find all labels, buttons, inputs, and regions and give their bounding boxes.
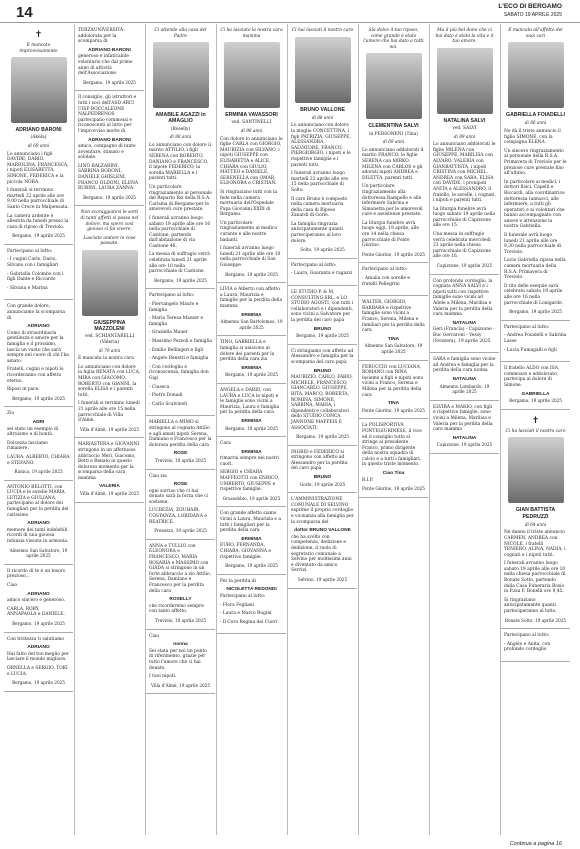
- obituary-notice: [75, 438, 144, 502]
- remembered-name: ERMINIA: [241, 536, 262, 542]
- notice-text: LUCREZIA, ZOUHAIR, COSTANZA, LORIDANA e BEATRICE.: [149, 508, 207, 525]
- obituary-notice: [4, 24, 73, 245]
- notice-text: INGRID e FEDERICO si stringono con affetto ad Alessandro per la perdita del caro papà: [291, 449, 348, 472]
- notice-text: - Silvana e Marina: [7, 285, 48, 291]
- obituary-notice: [4, 300, 73, 407]
- notice-text: Partecipano al lutto:: [362, 267, 408, 273]
- notice-text: ogni sorriso che ci hai donato sarà la forza che ci sostiene.: [149, 488, 208, 505]
- obituary-notice: [430, 401, 499, 454]
- obituary-notice: [4, 481, 73, 565]
- column-rule: [287, 24, 288, 835]
- column-rule: [358, 24, 359, 835]
- obituary-notice: [146, 24, 215, 289]
- remembered-name: ADRIANO: [27, 591, 50, 597]
- place-date: Almenno San Salvatore, 19 aprile 2025: [9, 547, 68, 559]
- notice-text: Lo annunciano con dolore la moglie CONCETTINA, i figli PATRIZIA, GIUSEPPE, ALESSANDRA, SALVATORE, FRANCO, PIERGIORGIO, i nipoti e le rispettive famiglie e i parenti tutti.: [291, 123, 351, 168]
- notice-text: EURO, FERNANDA, CHIARA, GIOVANNA e rispettive famiglie.: [220, 543, 272, 560]
- column-rule: [216, 24, 217, 835]
- portrait-photo: [437, 48, 493, 114]
- remembered-name: ROSELLY: [169, 597, 192, 603]
- notice-text: SARA e famiglia sono vicine ad Andrea e famiglia per la perdita della cara nonna: [433, 357, 496, 374]
- notice-text: Geri (Francia) - Capizzone - Buc Gerraroni - Vessy (Svizzera), 19 aprile 2025: [433, 327, 495, 344]
- portrait-photo: [224, 42, 280, 108]
- notice-text: Si ringraziano anticipatamente quanti parteciperanno al lutto.: [504, 597, 557, 615]
- deceased-alias: ved. SALVI: [452, 125, 477, 131]
- remembered-name: ERMINIA: [241, 365, 262, 371]
- notice-text: Partecipano al lutto:: [504, 633, 550, 639]
- remembered-name: ERMINIA: [241, 418, 262, 424]
- notice-text: L'AMMINISTRAZIONE COMUNALE DI SELVINO esprime il proprio cordoglio e vicinanza alla famiglia per la scomparsa del: [291, 497, 354, 525]
- notice-text: ANNA e TULLIO con ELEONORA e FRANCESCO, MARIA ROSARIA e MASSIMO con GIADA si stringono in un forte abbraccio a zio Attilio, Serena, Damiano e Francesco per la perdita della cara: [149, 543, 212, 594]
- intro-text: È mancato improvvisamente: [19, 43, 58, 54]
- notice-text: La camera ardente è allestita da lunedì presso la casa di riposo di Treviolo.: [7, 213, 69, 230]
- notice-text: ANTONIO BELOTTI, con LUCIA e le sorelle MARIA LETIZIA e GIULIANA, partecipano al dolore dei famigliari per la perdita del carissimo: [7, 484, 69, 518]
- notice-text: La liturgia funebre avrà luogo sabato 19 aprile nella parrocchiale di Capizzone alle ore 15.: [433, 206, 495, 229]
- deceased-alias: (Roselly): [170, 126, 191, 132]
- obituary-column: [501, 24, 570, 835]
- notice-text: - Andrea Foiadelli e Sabrina Lasse: [504, 333, 567, 344]
- epigraph-quote: Lasciate andare le cose passate.: [83, 235, 136, 247]
- notice-text: Dolcezza lasciamo rimanere.: [7, 440, 48, 452]
- obituary-notice: [217, 283, 286, 336]
- notice-text: Per la perdita di: [220, 578, 256, 584]
- notice-text: Lo annunciano i figli DAVIDE, DARIO, MARIOLINA, FRANCESCA, i nipoti ELISABETTA, SIMONE, FEDERICA e la piccola NORA.: [7, 151, 69, 185]
- notice-text: Lucio Gabriella riposa nella camera mortuaria della R.S.A. Primavera di Treviolo.: [504, 258, 566, 281]
- notice-text: LAURA, ALBERTO, CHIARA e STEFANO.: [7, 454, 70, 466]
- remembered-name: ADRIANO: [27, 645, 50, 651]
- notice-text: Lo annunciano addolorati il marito FRANCO, le figlie SERENA con MIRKO, MILENA con CARLOS e gli adorati nipoti ANDREA e DILETTA, parenti tutti.: [362, 147, 424, 181]
- obituary-notice: [4, 565, 73, 633]
- notice-text: - Flora Fogliani: [220, 602, 255, 608]
- place-date: Bergamo, 19 aprile 2025: [225, 563, 278, 569]
- obituary-notice: [217, 437, 286, 507]
- deceased-alias: ved. SANTINELLI: [231, 120, 272, 126]
- notice-text: WALTER, GIORGIO, BARBARA e rispettive famiglie sono vicini a Franco, Serena, Milena e familiari per la perdita della cara: [362, 300, 425, 334]
- obituary-notice: [288, 345, 357, 446]
- place-date: Selvino, 19 aprile 2025: [297, 576, 348, 582]
- remembered-name: ADRIANO: [27, 324, 50, 330]
- place-date: Bergamo, 19 aprile 2025: [509, 309, 562, 315]
- column-rule: [429, 24, 430, 835]
- notice-text: Partecipano al lutto:: [504, 324, 550, 330]
- obituary-column: [359, 24, 428, 835]
- place-date: Villa d'Almè, 19 aprile 2025: [150, 682, 211, 688]
- notice-text: che ha svolto con competenza, dedizione e dedizione, il ruolo di segretario comunale a Selvino per moltissimi anni e diventato da amico Servizi.: [291, 534, 352, 574]
- notice-text: Ciao: [7, 583, 18, 589]
- remembered-name: TINA: [387, 401, 400, 407]
- notice-text: - Angelo Benetti e famiglia: [149, 356, 209, 362]
- place-date: Almenno San Bartolomeo, 19 aprile 2025: [220, 319, 283, 330]
- notice-text: Il ricordo di te è un tesoro prezioso...: [7, 568, 66, 580]
- notice-text: - Lucia Fumagalli e figli: [504, 347, 557, 353]
- continued-note: Continua a pagina 16: [509, 841, 562, 847]
- notice-text: Uomo di straordinaria gentilezza e amore per la famiglia e il prossimo, lascia un vuoto che sarà sempre nel cuore di chi l'ha amato.: [7, 330, 69, 364]
- place-date: Gorle, 19 aprile 2025: [299, 481, 346, 487]
- obituary-notice: [146, 289, 215, 416]
- portrait-photo: [366, 53, 422, 119]
- obituary-column: [288, 24, 357, 835]
- notice-text: - Emilio Bellingeri e figli: [149, 347, 204, 353]
- place-date: Bergamo, 19 aprile 2025: [296, 333, 349, 339]
- place-date: Bergamo, 19 aprile 2025: [509, 398, 562, 404]
- intro-text: È mancato all'affetto dei suoi cari: [508, 28, 563, 39]
- obituary-notice: [288, 493, 357, 588]
- notice-text: Con dolore lo annunciano le figlie CARLA con GIORGIO, MAURIZIA con SILVANO, i nipoti GIUSEPPE con ELISABETTA e ALICE, CHIARA con GIULIO, MATTEO e DANIELE, SERENELLA con OMAR, ELEONORA e CRISTIAN.: [220, 136, 283, 187]
- remembered-name: GABRIELLA: [521, 391, 550, 397]
- obituary-notice: [4, 407, 73, 480]
- place-date: Ponte Giurino, 19 aprile 2025: [362, 486, 425, 492]
- notice-text: I funerali si terranno lunedì 21 aprile alle ore 15 nella parrocchiale di Villa d'Almè.: [78, 401, 140, 424]
- obituary-notice: [288, 286, 357, 345]
- place-date: Bergamo, 19 aprile 2025: [83, 79, 136, 85]
- notice-text: MARIASTERA e GIOVANNI stringono in un affettuoso abbraccio Meri, Giacomo, Betti e Renato in questo doloroso momento per la scomparsa della cara mamma: [78, 442, 140, 481]
- notice-text: Fratelli, cugini e nipoti lo ricorderanno con affetto eterno.: [7, 367, 64, 384]
- portrait-photo: [508, 42, 564, 108]
- obituary-column: [217, 24, 286, 835]
- notice-text: Ciao: [149, 633, 160, 639]
- notice-text: Lo annunciano addolorati le figlie MILENA con GIUSEPPE, MARILISA con ALVARO, VALERIA con GIANBATTISTA, i nipoti CRISTINA con MICHEL, ANDREA con SARA, ELISA con DAVIDE, i pronipoti ANITA e ALESSANDRO, il fratello, le sorelle, i cognati, i nipoti e parenti tutti.: [433, 142, 496, 204]
- notice-text: Il fratello ALDO con ISA, commosso e addolorato, partecipa al dolore di Simone.: [504, 366, 560, 388]
- deceased-name: GABRIELLA FOIADELLI: [506, 112, 565, 119]
- notice-text: - Piervangelo Mauro e famiglia: [149, 302, 199, 313]
- obituary-notice: [359, 419, 428, 498]
- remembered-name: Ciao Tina: [382, 471, 405, 477]
- notice-text: Partecipano al lutto:: [7, 248, 53, 254]
- place-date: Capizzone, 19 aprile 2025: [436, 442, 493, 448]
- notice-text: Il funerale avrà luogo lunedì 21 aprile alle ore 9,30 nella parrocchiale di Treviolo.: [504, 233, 562, 255]
- obituary-notice: [217, 384, 286, 437]
- place-date: Ranica, 19 aprile 2025: [14, 469, 63, 475]
- remembered-name: ADRI: [32, 419, 45, 425]
- epigraph-quote: Sia dolce il tuo riposo, come grande è stato l'amore che hai dato a tutti noi.: [363, 28, 424, 50]
- notice-text: generoso e infaticabile volontario che dal primo anno di attività dell'Associazione.: [78, 54, 133, 77]
- publication-name: L'ECO DI BERGAMO: [498, 3, 562, 10]
- notice-text: - Amalia con sorelle e fratelli Pellegrini: [362, 276, 410, 287]
- obituary-column: [4, 24, 73, 835]
- notice-text: TINO, GABRIELLA e famiglia si uniscono al dolore dei parenti per la perdita della cara zia: [220, 340, 275, 363]
- notice-text: Partecipano al lutto:: [291, 262, 337, 268]
- notice-text: - Massimo Pezzoli e famiglia: [149, 339, 212, 344]
- notice-text: ANGELA e DARIO, con LAURA e LUCA le nipoti e le famiglie sono vicini a Maurizia, Laura e famiglia per la perdita della cara: [220, 387, 280, 416]
- portrait-photo: [11, 57, 67, 123]
- remembered-name: nonna: [173, 642, 188, 648]
- place-date: Bergamo, 19 aprile 2025: [12, 395, 65, 401]
- notice-text: I funerali avranno luogo sabato 19 aprile alle ore 16 nella parrocchiale di Castione, partendo dall'abitazione di via Castione 46.: [149, 215, 211, 249]
- deceased-name: GIUSEPPINA MAZZOLENI: [93, 320, 126, 333]
- intro-text: Ci ha lasciati il nostro caro: [505, 428, 566, 434]
- column-rule: [74, 24, 75, 835]
- place-date: Bergamo, 19 aprile 2025: [12, 233, 65, 239]
- column-rule: [145, 24, 146, 835]
- place-date: Almenno Lombardo, 19 aprile 2025: [439, 383, 490, 395]
- obituary-notice: [359, 361, 428, 420]
- remembered-name: NATALINA: [452, 376, 477, 382]
- notice-text: Una messa in suffragio verrà celebrata mercoledì 23 aprile nella chiesa parrocchiale di Capizzone alle ore 16.: [433, 232, 491, 260]
- remembered-name: NATALINA: [452, 320, 477, 326]
- remembered-name: BRUNO: [313, 326, 332, 332]
- cross-icon: ✝: [34, 30, 43, 40]
- remembered-name: TINA: [387, 336, 400, 342]
- notice-text: Un particolare ringraziamento alla dottoressa Rampello e alle infermiere Sabrina e Simonetta per le amorevoli cure e assistenze prestate.: [362, 184, 423, 218]
- remembered-name: NICOLETTA REDONDI: [226, 587, 277, 593]
- deceased-name: AMABILE AGAZZI in AMAGLIO: [155, 112, 206, 125]
- notice-text: Un particolare ringraziamento al medico curante e alle nostre badanti.: [220, 220, 278, 243]
- place-date: Bergamo, 19 aprile 2025: [12, 620, 65, 626]
- notice-text: - I cugini Carlo, Dario, Silvano con i famigliari: [7, 257, 59, 269]
- notice-text: Con tristezza ti salutiamo: [7, 636, 65, 642]
- notice-text: - Laura e Marco Bugini: [220, 611, 272, 617]
- notice-text: MAURIZIO, CARLO, FABIO, MICHELE, FRANCESCO, GIANCARLO, GIUSEPPE, RITA, MARCO, ROBERTA, ROMINA, SIMONE, SABRINA, MARIA, i dipendenti e collaboratori dello STUDIO CONCA JANNONE MAFFEIS E ASSOCIATI.: [291, 375, 353, 431]
- place-date: Bonate Sotto, 19 aprile 2025: [504, 617, 567, 623]
- deceased-alias: in PERSONENI (Tina): [369, 131, 418, 137]
- deceased-alias: (Akela): [30, 135, 47, 141]
- notice-text: Il caro Bruno è composto nella camera mortuaria della casa di Riposo Zanardi di Gorle.: [291, 196, 348, 219]
- obituary-notice: [359, 24, 428, 263]
- remembered-name: ERMINIA: [241, 449, 262, 455]
- place-date: Bergamo, 19 aprile 2025: [154, 277, 207, 283]
- intro-text: Ci ha lasciato la nostra cara mamma: [220, 28, 283, 39]
- place-date: Bergamo, 19 aprile 2025: [225, 271, 278, 277]
- place-date: Presezzo, 19 aprile 2025: [154, 528, 207, 534]
- obituary-notice: [146, 540, 215, 630]
- notice-text: La POLISPORTIVA PONTEGIURINESE, il vice ed il consiglio tutto si stringe al presidente Franco, primo dirigente della nostra squadra di calcio e a tutti i famigliari, in questo triste momento.: [362, 423, 422, 468]
- obituary-notice: [146, 416, 215, 469]
- obituary-notice: [288, 24, 357, 259]
- remembered-name: ADRIANO BARONI: [88, 47, 131, 53]
- place-date: Ponte Giurino, 19 aprile 2025: [362, 251, 425, 257]
- deceased-name: NATALINA SALVI: [443, 117, 486, 124]
- obituary-notice: [75, 24, 144, 91]
- obituary-notice: [430, 353, 499, 401]
- notice-text: amico sincero e generoso.: [7, 598, 66, 604]
- remembered-name: BRUNO: [313, 475, 332, 481]
- notice-text: Sei stata per noi un punto di riferimento, grazie per tutto l'amore che ci hai donato.: [149, 648, 207, 671]
- cross-icon: ✝: [531, 415, 540, 426]
- notice-text: Partecipano al lutto:: [149, 293, 195, 299]
- place-date: Grassobbio, 19 aprile 2025: [222, 495, 281, 501]
- notice-text: Hai fatto del tuo meglio per lasciare il mondo migliore.: [7, 651, 69, 663]
- remembered-name: NATALINA: [452, 435, 477, 441]
- notice-text: - Angelo e Anita, con profondo cordoglio: [504, 641, 551, 653]
- epigraph-quote: Non scoraggiatevi le sorti di tanti affetti sì possa nel dolore, ma spero così gioioso ci fai vivere.: [80, 210, 139, 233]
- intro-text: Ci attende alla casa del Padre: [154, 28, 207, 39]
- notice-text: ORNELLA e SERGIO, TOKI e LUCIA.: [7, 665, 68, 677]
- notice-text: MARIELLA e MIMO si stringono al cognato Attilio e agli amati nipoti Serena, Damiano e Francesco per la dolorosa perdita della cara: [149, 420, 212, 448]
- deceased-age: di 86 anni: [524, 120, 547, 126]
- deceased-name: ERMINIA VAVASSORI: [225, 112, 278, 119]
- notice-text: I tuoi nipoti.: [149, 674, 177, 680]
- notice-text: LIVIA e Alberto con affetto a Laura, Maurizia e famiglie per la perdita della mamma: [220, 287, 283, 310]
- remembered-name: ROSE: [173, 482, 188, 488]
- notice-text: R.I.P.: [362, 477, 374, 483]
- place-date: Villa d'Almè, 19 aprile 2025: [79, 426, 140, 432]
- notice-text: Il rito delle esequie sarà celebrato sabato 19 aprile alle ore 16 nella parrocchiale di Lonigarde.: [504, 283, 564, 306]
- deceased-name: GIAN BATTISTA PEDRUZZI: [515, 507, 556, 520]
- deceased-age: di 79 anni: [98, 347, 121, 353]
- epigraph-quote: Ma il più bel dono che ci hai dato è stato la vita e il tuo amore.: [435, 28, 494, 45]
- obituary-notice: [501, 629, 570, 662]
- column-rule: [500, 24, 501, 835]
- notice-text: Ne dà il triste annuncio il figlio SIMONE, con la compagna ELENA.: [504, 128, 561, 146]
- obituary-notice: [146, 630, 215, 695]
- notice-text: rimarrai sempre nei nostri cuori.: [220, 456, 280, 467]
- deceased-age: di 96 anni: [240, 127, 263, 133]
- notice-text: amico, compagno di tante avventure, stimato e solidale.: [78, 144, 136, 161]
- notice-text: In particolare ai medici, i dottori fisici, Capelli e Riccardi, alla coordinatrice dottoressa Iannucci, alle infermiere, a tutti gli operatori e ai volontari che hanno accompagnato con amore e attenzione la nostra Gabriella.: [504, 179, 565, 230]
- notice-text: Partecipano al lutto:: [220, 593, 266, 599]
- obituary-notice: [217, 575, 286, 635]
- remembered-name: dottor BRUNO VALLONE: [294, 528, 351, 534]
- place-date: Bergamo, 19 aprile 2025: [225, 372, 278, 378]
- place-date: Bergamo, 19 aprile 2025: [83, 194, 136, 200]
- deceased-age: di 64 anni: [524, 521, 547, 527]
- notice-text: La famiglia ringrazia anticipatamente quanti parteciperanno al loro dolore.: [291, 221, 343, 244]
- obituary-notice: [75, 206, 144, 438]
- obituary-notice: [4, 245, 73, 301]
- remembered-name: BRUNO: [313, 368, 332, 374]
- deceased-age: di 69 anni: [382, 139, 405, 145]
- notice-text: Con grande affetto siamo vicini a Laura, Maurizia e a tutti i famigliari per la perdita della cara: [220, 511, 282, 534]
- notice-text: SERGIO e CHIARA MAFFEOTTI con ENRICO, UMBERTO, GIUSEPPE e rispettive famiglie.: [220, 470, 280, 493]
- obituary-notice: [501, 362, 570, 410]
- notice-text: Cara: [220, 441, 231, 447]
- place-date: Bergamo, 19 aprile 2025: [225, 425, 278, 431]
- deceased-age: di 88 anni: [311, 114, 334, 120]
- notice-text: FERUCCIO con LUCIANA, ROMANO con RINA insieme a figli e nipoti sono vicini a Franco, Serena e Milena per la perdita della cara: [362, 364, 424, 398]
- notice-text: - Laura, Guaranta e ragazzi: [291, 271, 353, 277]
- notice-text: sei stato un esempio di altruismo e di bontà.: [7, 426, 59, 438]
- notice-text: che ricorderemo sempre con tanto affetto.: [149, 603, 204, 615]
- notice-text: La messa di suffragio verrà celebrata lunedì 21 aprile alle ore 10 nella parrocchiale di Castione.: [149, 252, 210, 275]
- remembered-name: ADRIANO BARONI: [88, 137, 131, 143]
- notice-text: LINO BALZARINI, SABRINA BODONI, DANIELE GHISLENI, FRANCO OLDONI, ELENA RUBINI, LAURA ZANNA.: [78, 163, 139, 192]
- obituary-notice: [501, 410, 570, 630]
- notice-text: memore dei tanti indelebili ricordi di una gioiosa infanzia vissuta in armonia.: [7, 527, 69, 545]
- notice-text: Riposi in pace.: [7, 387, 40, 393]
- obituary-notice: [288, 446, 357, 494]
- notice-text: TERZAUNIVERSITÀ: addolorata per la scomparsa di: [78, 28, 125, 45]
- page-header: [0, 0, 580, 23]
- deceased-age: di 88 anni: [169, 134, 192, 140]
- notice-text: - Carlo Scalvinoli: [149, 401, 188, 407]
- notice-text: LE STUDIO P. & M. CONSULTING SRL, e LO STUDIO AGOSTI, con tutti i collaboratori e i dipendenti, sono vicini a Salvatore per la perdita del caro papà: [291, 290, 354, 324]
- notice-text: - Gabriella Colombo con i figli Dante e Riccardo: [7, 271, 64, 283]
- notice-text: - Il Coro Regina dei Cuori: [220, 619, 278, 625]
- notice-text: Ciao zia: [149, 473, 167, 479]
- notice-text: Con grande dolore, annunciamo la scomparsa di: [7, 304, 65, 321]
- remembered-name: ADRIANO: [27, 521, 50, 527]
- notice-text: ELVIRA e MARIO, con figli e rispettive famiglie, sono vicini a Milena, Marilisa e Valeria per la perdita della cara mamma: [433, 404, 493, 433]
- remembered-name: VALERIA: [99, 484, 120, 490]
- portrait-photo: [295, 37, 351, 103]
- deceased-name: CLEMENTINA SALVI: [368, 123, 419, 130]
- obituary-notice: [4, 633, 73, 692]
- obituary-column: [146, 24, 215, 835]
- obituary-column: [430, 24, 499, 835]
- portrait-photo: [508, 437, 564, 503]
- notice-text: I funerali si terranno martedì 22 aprile alle ore 9,00 nella parrocchiale di Santo Croce in Malpensata.: [7, 188, 69, 210]
- page-number: 14: [16, 4, 33, 21]
- obituary-notice: [359, 296, 428, 360]
- portrait-photo: [82, 250, 138, 316]
- notice-text: Il consiglio, gli istruttori e tutti i soci dell'ASD ARCI UISP BOCCALEONE NALPEDRENOS partecipano commossi e riconoscenti al lutto per l'improvviso morte di: [78, 95, 137, 134]
- publication-date: SABATO 19 APRILE 2025: [503, 12, 562, 18]
- notice-text: - Ciuseca: [149, 384, 170, 390]
- notice-text: - Con cordoglio e riconoscenza, famiglia don Gigi: [149, 364, 209, 381]
- obituary-notice: [359, 263, 428, 296]
- place-date: Ponte Giurino, 19 aprile 2025: [362, 407, 425, 413]
- remembered-name: ERMINIA: [241, 312, 262, 318]
- deceased-age: di 69 anni: [27, 142, 50, 148]
- obituary-notice: [217, 336, 286, 384]
- obituary-notice: [501, 24, 570, 321]
- notice-text: La liturgia funebre avrà luogo oggi, 19 aprile, alle ore 14 nella chiesa parrocchiale di Ponte Giurino.: [362, 220, 419, 249]
- obituary-notice: [501, 321, 570, 362]
- obituary-notice: [217, 24, 286, 283]
- deceased-age: di 89 anni: [453, 133, 476, 139]
- notice-text: Un sincero ringraziamento al personale della R.S.A. Primavera di Treviolo per le preziose cure prestate fino all'ultimo.: [504, 148, 567, 177]
- notice-text: - Graziella Mauer: [149, 330, 188, 336]
- place-date: Solto, 19 aprile 2025: [300, 247, 345, 253]
- place-date: Treviolo, 19 aprile 2025: [154, 457, 206, 463]
- obituary-notice: [430, 275, 499, 354]
- notice-text: I funerali avranno luogo lunedì 21 aprile alle ore 10 nella parrocchiale di San Giuseppe.: [220, 246, 281, 269]
- deceased-name: BRUNO VALLONE: [300, 106, 345, 113]
- obituary-notice: [146, 470, 215, 540]
- notice-text: È mancata la nostra cara: [78, 356, 134, 362]
- remembered-name: ROSE: [173, 451, 188, 457]
- intro-text: Ci hai lasciati il nostro caro: [291, 28, 354, 33]
- portrait-photo: [153, 42, 209, 108]
- place-date: Capizzone, 19 aprile 2025: [436, 263, 493, 269]
- notice-text: - Pietro Donadi: [149, 393, 183, 399]
- notice-text: Si ringraziano tutti con la fede nella camera mortuaria dell'Ospedale Papa Giovanni XXIII di Bergamo.: [220, 189, 278, 218]
- notice-text: Lo annunciano con dolore il marito ATTILIO, i figli SERENA con ROBERTO, DANIANO e FRANCESCO, il nipote FEDERICO, la sorella MARIELLA e i parenti tutti.: [149, 142, 211, 182]
- notice-text: Un particolare ringraziamento al personale del Reparto Rsi della R.S.A. Carisma di Bergamo per le amorevoli cure prestate.: [149, 184, 212, 213]
- notice-text: Ci stringiamo con affetto ad Alessandro e famiglia per la scomparsa del caro papà: [291, 348, 354, 365]
- place-date: Villa d'Almè, 19 aprile 2025: [79, 491, 140, 497]
- place-date: Bergamo, 19 aprile 2025: [296, 434, 349, 440]
- notice-text: I funerali avranno luogo martedì 22 aprile alle ore 15 nella parrocchiale di Solto.: [291, 171, 348, 193]
- obituary-notice: [288, 259, 357, 286]
- notice-text: CARLA, ROBY, ANNAPAOLA e DANIELE.: [7, 606, 65, 618]
- notice-text: Ne danno il triste annuncio CARMEN, ANDREA con NICOLE, i fratelli YENIERO, ALINA, NADIA, i cognati e i nipoti tutti.: [504, 530, 566, 558]
- notice-text: I funerali avranno luogo sabato 19 aprile alle ore 10 nella chiesa parrocchiale di Bonate Sotto, partendo dalla Casa Funeraria Bosio in P.zza F. Bonelli ore 9,45.: [504, 561, 566, 595]
- notice-text: Zio: [7, 411, 15, 417]
- deceased-name: ADRIANO BARONI: [15, 127, 62, 134]
- obituary-notice: [217, 507, 286, 574]
- place-date: Almenno San Salvatore, 19 aprile 2025: [364, 343, 423, 354]
- obituary-column: [75, 24, 144, 835]
- notice-text: - Maria Teresa Mazzer e famiglia: [149, 316, 204, 327]
- place-date: Treviolo, 19 aprile 2025: [154, 617, 206, 623]
- place-date: Bergamo, 19 aprile 2025: [12, 680, 65, 686]
- notice-text: Lo annunciano con dolore la figlia RENATA con LUCA, MIRA con GIACOMO, ROBERTO con GIANNI, la sorella ELISA e i parenti tutti.: [78, 364, 141, 398]
- obituary-notice: [75, 91, 144, 206]
- deceased-alias: ved. SCHIANTARELLI (Valeria): [84, 334, 135, 345]
- obituary-notice: [430, 24, 499, 275]
- notice-text: Con profondo cordoglio, la cognata ANNA SALVI e i nipoti tutti con rispettive famiglie sono vicini ad Adele a Milena, Marilisa e Valeria per la perdita della cara mamma: [433, 278, 493, 318]
